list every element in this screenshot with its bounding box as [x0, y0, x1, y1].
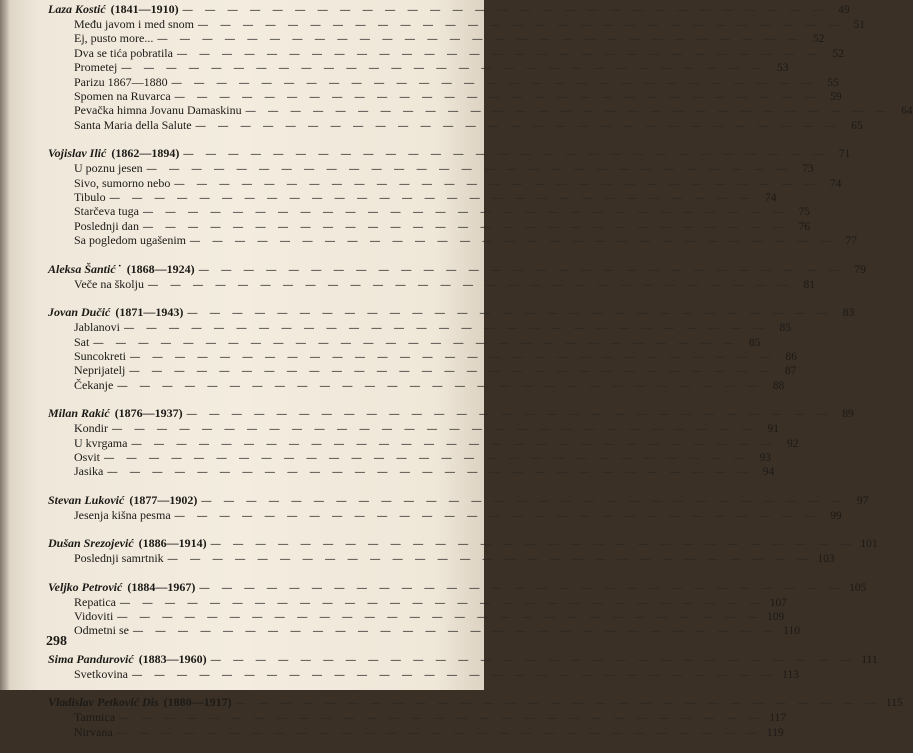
poem-title: Dva se tića pobratila [74, 45, 173, 60]
poem-entry [48, 218, 810, 234]
toc-section [48, 651, 878, 682]
author-years: (1862—1894) [111, 146, 180, 161]
poem-title: Parizu 1867—1880 [74, 74, 168, 89]
poem-entry [48, 449, 772, 465]
poem-title: Poslednji samrtnik [74, 551, 164, 566]
dash-leader [120, 598, 765, 610]
dash-leader [124, 323, 769, 335]
page-ref: 75 [798, 206, 810, 219]
toc-section [48, 536, 878, 566]
author-row [48, 406, 854, 422]
poem-entry [48, 594, 787, 610]
page-ref: 59 [830, 91, 842, 104]
author-row [48, 261, 866, 278]
dash-leader [211, 654, 856, 668]
dash-leader [196, 121, 841, 133]
dash-leader [131, 439, 776, 451]
page-ref: 97 [856, 494, 869, 507]
author-name: Veljko Petrović [48, 579, 123, 594]
page-ref: 77 [845, 235, 857, 248]
dash-leader [246, 106, 891, 118]
dash-leader [168, 554, 813, 566]
dash-leader [201, 495, 846, 509]
poem-entry [48, 17, 865, 32]
dash-leader [199, 582, 844, 596]
dash-leader [129, 366, 774, 378]
dash-leader [190, 236, 835, 248]
dash-leader [117, 728, 762, 740]
poem-title: Neprijatelj [74, 363, 126, 378]
page-ref: 113 [782, 668, 799, 681]
poem-entry [48, 175, 842, 191]
page-gutter-shadow [0, 0, 10, 690]
page-ref: 64 [901, 105, 913, 118]
toc-section [48, 2, 913, 133]
poem-entry [48, 89, 842, 104]
dash-leader [143, 207, 788, 219]
author-row [48, 651, 878, 668]
author-years: (1868—1924) [126, 261, 195, 276]
toc-section [48, 695, 903, 740]
poem-entry [48, 377, 785, 393]
poem-title: Pevačka himna Jovanu Damaskinu [74, 103, 242, 118]
page-ref: 109 [767, 610, 785, 623]
poem-title: Ej, pusto more... [74, 31, 154, 46]
poem-entry [48, 103, 913, 118]
poem-title: Tamnica [74, 710, 116, 725]
poem-entry [48, 320, 791, 335]
poem-title: Starčeva tuga [74, 204, 139, 219]
page-ref: 94 [762, 466, 775, 479]
toc-section [48, 579, 867, 639]
page-ref: 101 [860, 538, 878, 551]
author-years: (1841—1910) [110, 2, 179, 16]
poem-title: Čekanje [74, 377, 114, 392]
page-ref: 53 [776, 62, 789, 75]
toc-section [48, 146, 857, 248]
page-ref: 87 [784, 365, 797, 378]
author-name: Vladislav Petković Dis [48, 695, 159, 710]
poem-title: Tibulo [74, 190, 106, 205]
poem-title: Odmetni se [74, 623, 129, 638]
poem-entry [48, 421, 779, 436]
author-name: Milan Rakić [48, 406, 110, 421]
page-ref: 52 [832, 47, 844, 60]
toc-section [48, 406, 854, 480]
toc-section [48, 261, 866, 292]
dash-leader [107, 467, 752, 479]
dash-leader [236, 697, 881, 711]
author-name: Jovan Dučić [48, 305, 111, 320]
page-ref: 74 [829, 177, 842, 190]
page-ref: 73 [802, 163, 814, 176]
poem-title: U poznu jesen [74, 161, 143, 176]
poem-entry [48, 276, 815, 292]
poem-title: Prometej [74, 60, 118, 75]
page-ref: 65 [851, 119, 863, 132]
author-name: Dušan Srezojević [48, 536, 134, 551]
poem-entry [48, 204, 810, 219]
dash-leader [174, 179, 819, 191]
dash-leader [183, 148, 828, 162]
page-ref: 99 [830, 509, 842, 522]
dash-leader [148, 280, 793, 292]
poem-title: U kvrgama [74, 435, 128, 450]
dash-leader [172, 78, 817, 90]
page-ref: 103 [817, 553, 835, 566]
poem-title: Sat [74, 334, 90, 349]
page-ref: 81 [803, 278, 815, 291]
poem-title: Repatica [74, 594, 116, 609]
poem-title: Nirvana [74, 724, 113, 739]
poem-entry [48, 190, 777, 205]
page-ref: 85 [748, 336, 761, 349]
poem-title: Jesenja kišna pesma [74, 507, 171, 522]
poem-title: Među javom i med snom [74, 17, 194, 31]
page-ref: 93 [759, 451, 772, 464]
author-years: (1871—1943) [115, 305, 184, 320]
poem-entry [48, 507, 842, 523]
poem-title: Jasika [74, 464, 104, 479]
print-mark: ˙ [117, 261, 122, 276]
dash-leader [175, 92, 820, 104]
dash-leader [199, 264, 844, 278]
poem-entry [48, 74, 839, 90]
poem-title: Santa Maria della Salute [74, 117, 192, 132]
table-of-contents [48, 2, 913, 753]
poem-entry [48, 551, 835, 566]
page-ref: 117 [769, 712, 787, 725]
dash-leader [175, 511, 820, 523]
poem-entry [48, 710, 787, 725]
page-ref: 119 [766, 726, 784, 739]
dash-leader [143, 222, 788, 234]
page-ref: 55 [827, 76, 839, 89]
poem-entry [48, 45, 844, 61]
author-name: Stevan Luković [48, 492, 125, 507]
poem-title: Svetkovina [74, 666, 128, 681]
page-ref: 74 [765, 192, 777, 205]
page-ref: 107 [769, 596, 787, 609]
dash-leader [187, 307, 832, 321]
poem-entry [48, 363, 797, 378]
page-ref: 76 [798, 220, 810, 233]
dash-leader [117, 381, 762, 393]
dash-leader [117, 612, 762, 624]
poem-entry [48, 435, 799, 451]
poem-entry [48, 623, 800, 638]
toc-section [48, 492, 869, 523]
poem-entry [48, 233, 857, 248]
author-row [48, 146, 851, 162]
poem-entry [48, 31, 825, 46]
dash-leader [177, 49, 822, 61]
poem-title: Osvit [74, 449, 101, 464]
poem-title: Kondir [74, 421, 108, 436]
page-number: 298 [46, 634, 67, 649]
author-years: (1876—1937) [114, 406, 183, 421]
poem-title: Poslednji dan [74, 218, 139, 233]
author-row [48, 579, 867, 596]
poem-title: Jablanovi [74, 320, 120, 335]
toc-section [48, 305, 855, 393]
page-ref: 111 [861, 653, 878, 666]
poem-title: Vidoviti [74, 608, 114, 623]
dash-leader [121, 63, 766, 75]
poem-entry [48, 608, 785, 624]
author-years: (1884—1967) [127, 579, 196, 594]
author-years: (1886—1914) [138, 536, 207, 551]
poem-entry [48, 666, 799, 682]
poem-entry [48, 724, 784, 740]
page-ref: 85 [779, 322, 791, 335]
page-ref: 91 [767, 423, 779, 436]
author-row [48, 695, 903, 711]
poem-title: Suncokreti [74, 348, 126, 363]
page-ref: 51 [853, 19, 865, 31]
page-ref: 115 [885, 697, 903, 710]
page-ref: 79 [854, 263, 866, 276]
page-ref: 86 [785, 350, 797, 363]
dash-leader [110, 193, 755, 205]
dash-leader [93, 338, 738, 350]
poem-title: Veče na školju [74, 276, 144, 291]
author-years: (1877—1902) [129, 492, 198, 507]
dash-leader [187, 408, 832, 422]
dash-leader [112, 424, 757, 436]
author-name: Aleksa Šantić [48, 261, 116, 276]
page-ref: 49 [838, 4, 850, 16]
dash-leader [133, 626, 778, 638]
dash-leader [198, 20, 843, 32]
page-ref: 71 [838, 148, 851, 161]
poem-entry [48, 348, 797, 364]
poem-title: Sa pogledom ugašenim [74, 233, 186, 248]
dash-leader [132, 670, 777, 682]
page-ref: 89 [842, 408, 854, 421]
author-name: Laza Kostić [48, 2, 106, 16]
author-row [48, 492, 869, 509]
dash-leader [183, 4, 828, 18]
author-row [48, 305, 855, 321]
dash-leader [157, 34, 802, 46]
poem-entry [48, 161, 814, 176]
page-ref: 88 [772, 379, 785, 392]
poem-entry [48, 334, 761, 350]
dash-leader [211, 538, 856, 552]
page-ref: 52 [812, 33, 825, 46]
dash-leader [147, 164, 792, 176]
author-name: Sima Pandurović [48, 651, 134, 666]
author-years: (1883—1960) [138, 651, 207, 666]
page-ref: 110 [783, 625, 800, 638]
poem-title: Spomen na Ruvarca [74, 89, 171, 104]
page-ref: 105 [849, 581, 867, 594]
author-years: (1880—1917) [163, 695, 232, 710]
page-ref: 92 [786, 437, 799, 450]
page-ref: 83 [842, 307, 855, 320]
dash-leader [130, 352, 775, 364]
poem-entry [48, 464, 775, 479]
poem-title: Sivo, sumorno nebo [74, 175, 171, 190]
poem-entry [48, 117, 863, 133]
dash-leader [119, 713, 764, 725]
author-row [48, 2, 850, 18]
author-row [48, 536, 878, 552]
poem-entry [48, 60, 789, 75]
dash-leader [104, 453, 749, 465]
author-name: Vojislav Ilić [48, 146, 107, 161]
